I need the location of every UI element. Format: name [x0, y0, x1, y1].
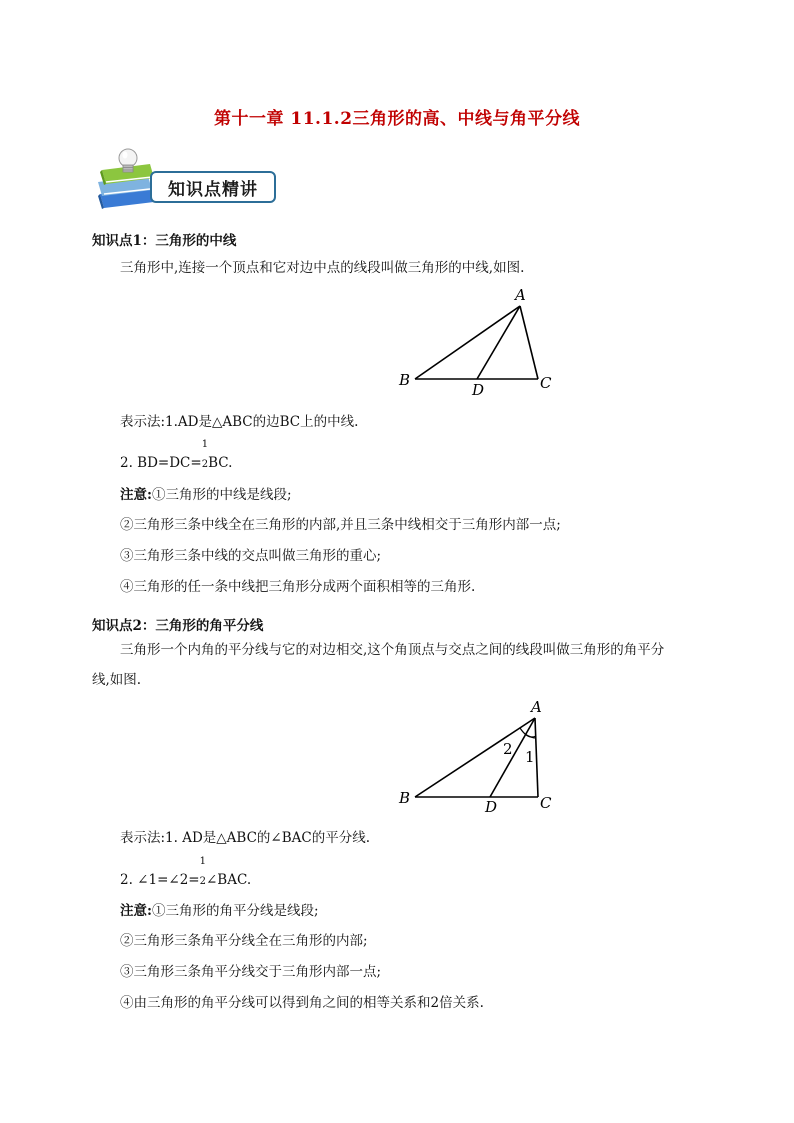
- label-c: C: [540, 374, 552, 392]
- fraction-numerator: 1: [199, 856, 206, 867]
- section2-intro-line2: 线,如图.: [92, 672, 142, 688]
- label-angle-2: 2: [503, 740, 513, 758]
- label-d: D: [485, 798, 498, 816]
- section1-note-4: ④三角形的任一条中线把三角形分成两个面积相等的三角形.: [120, 579, 476, 595]
- label-d: D: [472, 381, 485, 398]
- section2-note-1: 注意:①三角形的角平分线是线段;: [120, 903, 319, 919]
- bisector-triangle-figure: [390, 698, 560, 820]
- section2-notation2: 2. ∠1=∠2= 1 2∠BAC.: [120, 856, 252, 888]
- section1-note-3: ③三角形三条中线的交点叫做三角形的重心;: [120, 548, 382, 564]
- section1-notation2: 2. BD=DC= 1 2BC.: [120, 439, 233, 471]
- side-ab: [415, 718, 535, 797]
- section2-note-2: ②三角形三条角平分线全在三角形的内部;: [120, 933, 368, 949]
- angle-arc-inner: [525, 734, 536, 738]
- section1-note-1: 注意:①三角形的中线是线段;: [120, 487, 292, 503]
- section1-intro: 三角形中,连接一个顶点和它对边中点的线段叫做三角形的中线,如图.: [120, 260, 525, 276]
- fraction-denominator: 2: [199, 876, 206, 887]
- side-ac: [535, 718, 538, 797]
- label-b: B: [399, 789, 411, 807]
- fraction-numerator: 1: [201, 439, 209, 450]
- label-angle-1: 1: [525, 748, 535, 766]
- fraction-denominator: 2: [201, 459, 209, 470]
- section1-notation1: 表示法:1.AD是△ABC的边BC上的中线.: [120, 414, 359, 430]
- median-ad: [477, 306, 520, 379]
- section2-note-3: ③三角形三条角平分线交于三角形内部一点;: [120, 964, 382, 980]
- page-title: 第十一章 11.1.2三角形的高、中线与角平分线: [213, 109, 581, 129]
- label-a: A: [515, 286, 526, 304]
- section1-note-2: ②三角形三条中线全在三角形的内部,并且三条中线相交于三角形内部一点;: [120, 517, 561, 533]
- section2-notation1: 表示法:1. AD是△ABC的∠BAC的平分线.: [120, 830, 371, 846]
- label-c: C: [540, 794, 552, 812]
- label-b: B: [399, 371, 411, 389]
- median-triangle-figure: [390, 282, 560, 398]
- side-ab: [415, 306, 520, 379]
- section1-heading: 知识点1：三角形的中线: [92, 233, 237, 249]
- section2-heading: 知识点2：三角形的角平分线: [92, 618, 264, 634]
- side-ac: [520, 306, 538, 379]
- label-a: A: [531, 698, 542, 716]
- section2-intro-line1: 三角形一个内角的平分线与它的对边相交,这个角顶点与交点之间的线段叫做三角形的角平分: [120, 642, 665, 658]
- knowledge-badge: 知识点精讲: [150, 171, 276, 203]
- section2-note-4: ④由三角形的角平分线可以得到角之间的相等关系和2倍关系.: [120, 995, 484, 1011]
